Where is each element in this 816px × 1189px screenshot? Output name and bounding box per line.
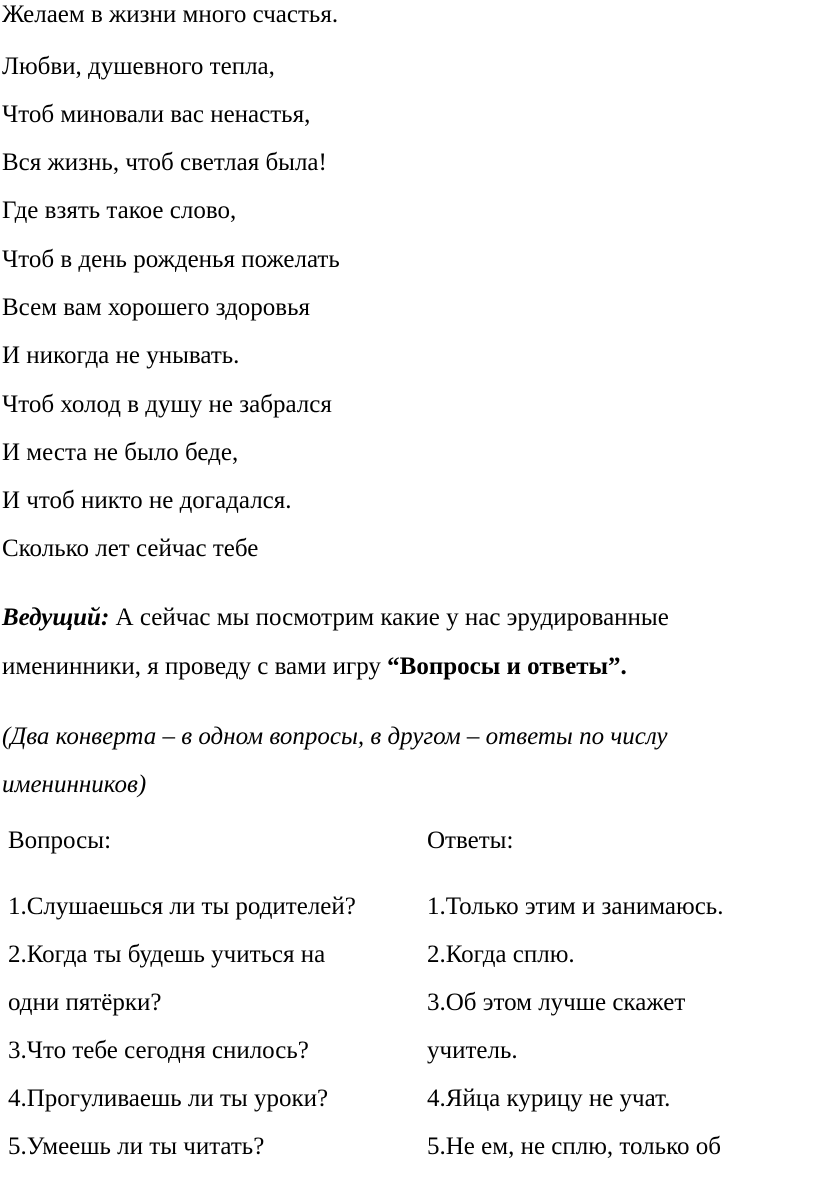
host-text-line-2: именинники, я проведу с вами игру (2, 653, 388, 680)
answer-item: учитель. (427, 1037, 518, 1064)
poem-line: И места не было беде, (2, 439, 239, 466)
question-item: 5.Умеешь ли ты читать? (8, 1133, 265, 1160)
poem-line: Любви, душевного тепла, (2, 53, 275, 80)
answer-item: 4.Яйца курицу не учат. (427, 1085, 671, 1112)
poem-line: И чтоб никто не догадался. (2, 487, 292, 514)
questions-header: Вопросы: (8, 827, 112, 854)
poem-line: И никогда не унывать. (2, 342, 240, 369)
question-item: 1.Слушаешься ли ты родителей? (8, 893, 356, 920)
question-item: 3.Что тебе сегодня снилось? (8, 1037, 309, 1064)
question-item: одни пятёрки? (8, 989, 162, 1016)
poem-line: Вся жизнь, чтоб светлая была! (2, 149, 327, 176)
envelope-note-line-1: (Два конверта – в одном вопросы, в другом – ответы по числу (2, 723, 668, 750)
answer-item: 2.Когда сплю. (427, 941, 575, 968)
envelope-note-line-2: именинников) (2, 771, 147, 798)
poem-line: Чтоб в день рожденья пожелать (2, 246, 340, 273)
host-speaker-label: Ведущий: (2, 604, 110, 631)
poem-line: Сколько лет сейчас тебе (2, 535, 259, 562)
answer-item: 5.Не ем, не сплю, только об (427, 1133, 721, 1160)
question-item: 2.Когда ты будешь учиться на (8, 941, 326, 968)
poem-line: Чтоб холод в душу не забрался (2, 391, 332, 418)
answers-header: Ответы: (427, 827, 514, 854)
poem-line: Где взять такое слово, (2, 197, 237, 224)
host-paragraph-line-1 (2, 603, 669, 633)
poem-line: Чтоб миновали вас ненастья, (2, 101, 311, 128)
answer-item: 1.Только этим и занимаюсь. (427, 893, 724, 920)
question-item: 4.Прогуливаешь ли ты уроки? (8, 1085, 329, 1112)
host-text-line-1: А сейчас мы посмотрим какие у нас эрудированные (109, 604, 669, 631)
game-title: “Вопросы и ответы”. (387, 653, 627, 680)
poem-line: Всем вам хорошего здоровья (2, 294, 311, 321)
host-paragraph-line-2 (2, 652, 627, 682)
poem-line: Желаем в жизни много счастья. (2, 1, 339, 28)
answer-item: 3.Об этом лучше скажет (427, 989, 686, 1016)
